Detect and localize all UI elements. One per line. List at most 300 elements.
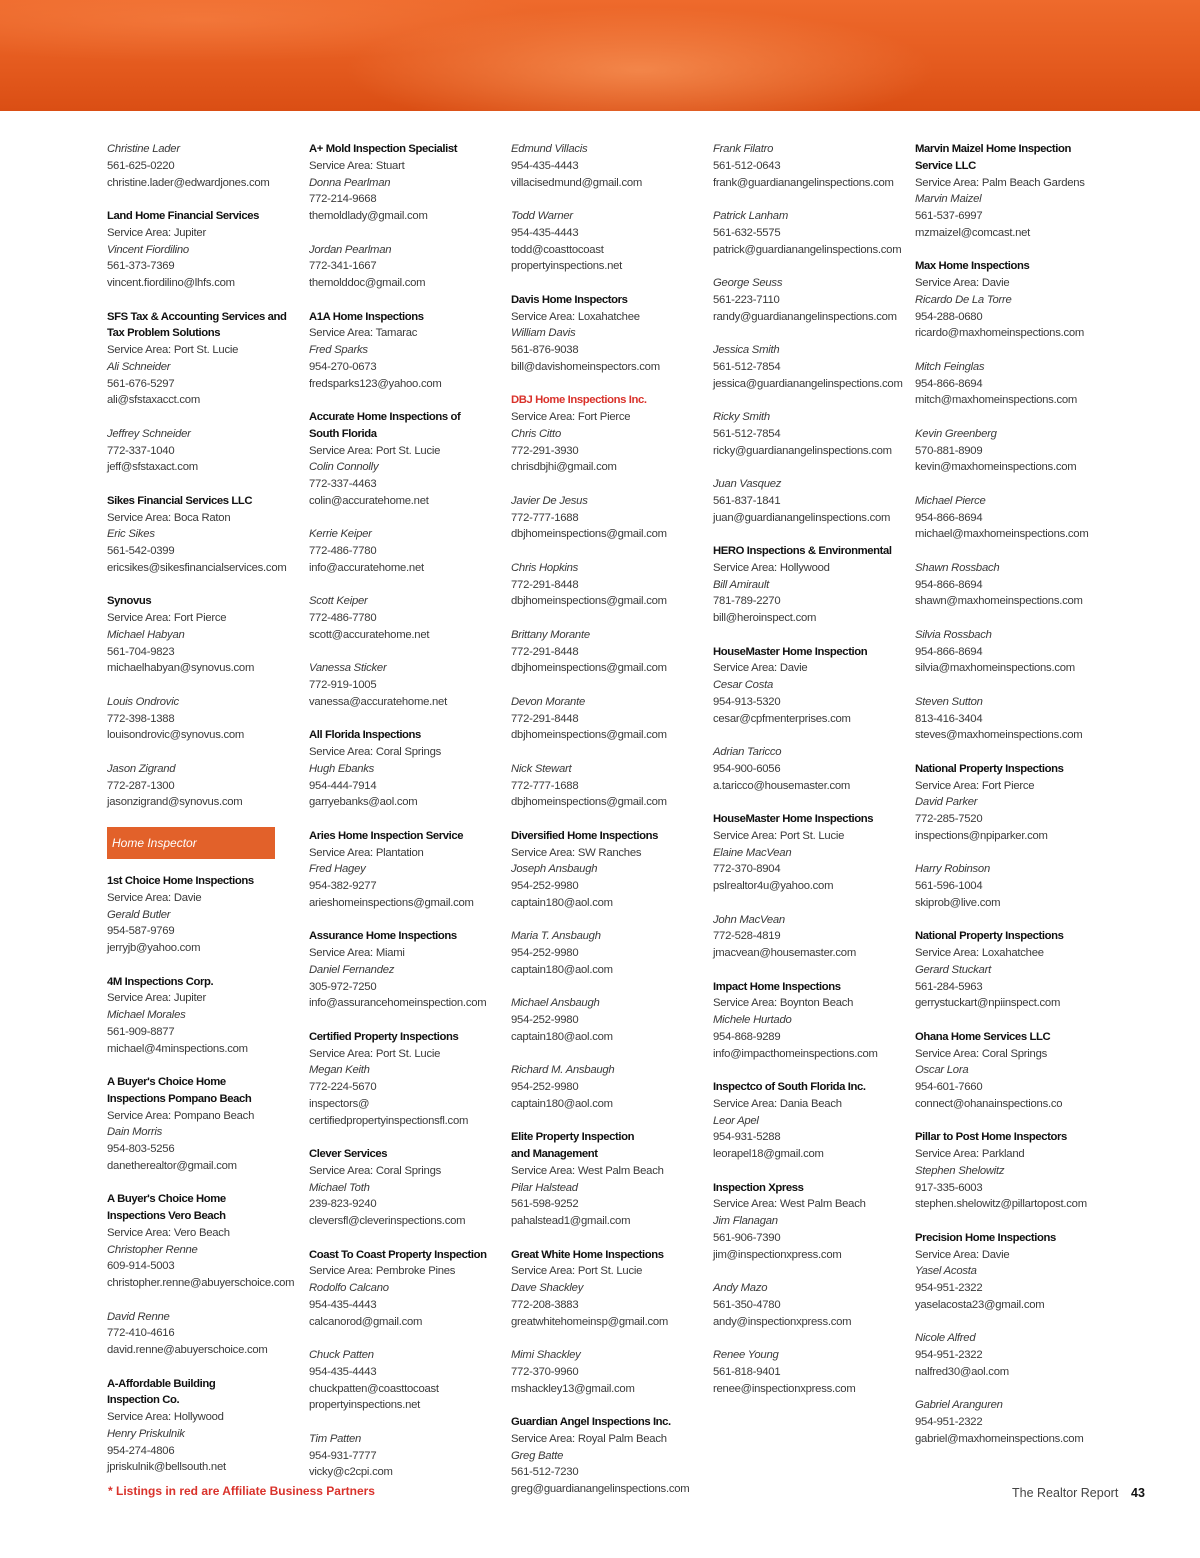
contact-line: 772-291-3930 (511, 444, 579, 457)
company-name: Service LLC (915, 159, 976, 172)
contact-line: bill@davishomeinspectors.com (511, 360, 660, 373)
contact-line: propertyinspections.net (511, 260, 623, 273)
contact-line: 917-335-6003 (915, 1181, 983, 1194)
contact-line: 561-373-7369 (107, 260, 175, 273)
entry-spacer (713, 1330, 903, 1347)
company-name: Inspectco of South Florida Inc. (713, 1081, 866, 1093)
company-name: Inspection Xpress (713, 1181, 804, 1194)
contact-name: Pilar Halstead (511, 1181, 578, 1194)
contact-line: 561-909-8877 (107, 1025, 175, 1038)
entry-spacer (915, 543, 1105, 560)
contact-line: vanessa@accuratehome.net (309, 695, 447, 708)
entry-spacer (309, 1230, 499, 1247)
contact-line: 954-270-0673 (309, 360, 377, 373)
contact-line: 954-435-4443 (309, 1298, 377, 1311)
contact-line: 954-382-9277 (309, 880, 377, 892)
contact-line: Service Area: Tamarac (309, 327, 418, 340)
company-name: A Buyer's Choice Home (107, 1193, 226, 1206)
entry-spacer (107, 957, 297, 974)
contact-line: 561-598-9252 (511, 1198, 579, 1211)
contact-line: 954-866-8694 (915, 511, 983, 524)
entry-spacer (713, 191, 903, 208)
contact-line: garryebanks@aol.com (309, 796, 418, 809)
company-name: Precision Home Inspections (915, 1231, 1056, 1244)
contact-name: Cesar Costa (713, 679, 774, 691)
contact-line: 772-410-4616 (107, 1327, 175, 1340)
contact-name: Renee Young (713, 1349, 779, 1361)
entry-spacer (511, 1113, 701, 1130)
contact-name: Oscar Lora (915, 1064, 969, 1077)
contact-name: Hugh Ebanks (309, 762, 375, 775)
contact-line: danetherealtor@gmail.com (107, 1159, 237, 1172)
contact-line: christopher.renne@abuyerschoice.com (107, 1277, 295, 1289)
contact-line: jasonzigrand@synovus.com (107, 796, 243, 809)
entry-spacer (511, 979, 701, 996)
contact-line: fredsparks123@yahoo.com (309, 377, 442, 390)
entry-spacer (915, 1012, 1105, 1029)
contact-line: themoldlady@gmail.com (309, 210, 428, 222)
contact-name: Elaine MacVean (713, 846, 792, 859)
company-name: Synovus (107, 595, 152, 608)
contact-line: 561-625-0220 (107, 159, 175, 172)
contact-line: Service Area: Port St. Lucie (309, 1047, 441, 1060)
contact-line: Service Area: Parkland (915, 1148, 1025, 1160)
contact-line: dbjhomeinspections@gmail.com (511, 796, 667, 809)
entry-spacer (713, 627, 903, 644)
contact-line: Service Area: Pompano Beach (107, 1109, 255, 1122)
entry-spacer (915, 342, 1105, 359)
contact-name: Michele Hurtado (713, 1014, 792, 1026)
contact-name: Scott Keiper (309, 595, 368, 608)
contact-line: 954-252-9980 (511, 880, 579, 892)
contact-line: louisondrovic@synovus.com (107, 729, 245, 742)
contact-line: 781-789-2270 (713, 595, 781, 608)
contact-line: Service Area: Boynton Beach (713, 997, 854, 1010)
contact-name: Fred Hagey (309, 863, 366, 876)
contact-name: Ali Schneider (107, 360, 171, 373)
entry-spacer (107, 677, 297, 694)
entry-spacer (511, 677, 701, 694)
contact-line: skiprob@live.com (915, 896, 1001, 909)
contact-line: 954-274-4806 (107, 1444, 175, 1457)
contact-line: shawn@maxhomeinspections.com (915, 595, 1083, 608)
entry-spacer (107, 744, 297, 761)
affiliate-footnote: * Listings in red are Affiliate Business Partners (108, 1484, 375, 1498)
entry-spacer (107, 191, 297, 208)
entry-spacer (309, 292, 499, 309)
directory-column-4 (713, 141, 903, 1397)
contact-name: Jeffrey Schneider (107, 427, 191, 440)
contact-line: 954-288-0680 (915, 310, 983, 323)
contact-line: 561-512-7230 (511, 1466, 579, 1479)
entry-spacer (713, 392, 903, 409)
contact-name: Stephen Shelowitz (915, 1164, 1005, 1177)
contact-line: 561-837-1841 (713, 494, 781, 507)
entry-spacer (713, 794, 903, 811)
contact-name: Todd Warner (511, 210, 573, 222)
directory-column-2 (309, 141, 499, 1481)
contact-name: Fred Sparks (309, 344, 368, 356)
contact-name: Nick Stewart (511, 762, 572, 775)
contact-line: 954-931-7777 (309, 1449, 377, 1462)
entry-spacer (107, 476, 297, 493)
contact-line: dbjhomeinspections@gmail.com (511, 528, 667, 541)
contact-line: 772-486-7780 (309, 545, 377, 557)
entry-spacer (107, 292, 297, 309)
company-name: Inspections Pompano Beach (107, 1092, 252, 1105)
contact-name: Harry Robinson (915, 863, 990, 876)
contact-line: 813-416-3404 (915, 712, 983, 725)
entry-spacer (713, 1163, 903, 1180)
contact-line: 561-512-0643 (713, 159, 781, 172)
entry-spacer (915, 242, 1105, 259)
contact-line: juan@guardianangelinspections.com (713, 511, 891, 524)
contact-name: Tim Patten (309, 1432, 362, 1445)
contact-line: 239-823-9240 (309, 1198, 377, 1211)
entry-spacer (713, 727, 903, 744)
contact-name: Vincent Fiordilino (107, 243, 189, 256)
entry-spacer (915, 1381, 1105, 1398)
contact-line: Service Area: West Palm Beach (713, 1198, 866, 1211)
entry-spacer (511, 1230, 701, 1247)
contact-line: chuckpatten@coasttocoast (309, 1382, 439, 1395)
contact-line: inspectors@ (309, 1097, 370, 1110)
contact-name: Vanessa Sticker (309, 662, 387, 675)
contact-name: John MacVean (713, 913, 785, 926)
contact-name: Christopher Renne (107, 1243, 198, 1256)
contact-name: Shawn Rossbach (915, 561, 1000, 574)
contact-line: Service Area: Plantation (309, 846, 424, 859)
contact-line: Service Area: Dania Beach (713, 1097, 842, 1110)
contact-name: Yasel Acosta (915, 1265, 977, 1278)
entry-spacer (713, 459, 903, 476)
header-banner (0, 0, 1200, 111)
entry-spacer (511, 811, 701, 828)
company-name: A-Affordable Building (107, 1377, 216, 1390)
contact-name: Devon Morante (511, 695, 585, 708)
contact-line: 772-224-5670 (309, 1081, 377, 1093)
contact-line: 772-370-8904 (713, 863, 781, 876)
company-name: SFS Tax & Accounting Services and (107, 310, 287, 323)
company-name: Certified Property Inspections (309, 1030, 459, 1043)
contact-line: 772-919-1005 (309, 679, 377, 691)
contact-line: greg@guardianangelinspections.com (511, 1483, 690, 1495)
contact-line: 772-486-7780 (309, 612, 377, 624)
contact-line: 561-876-9038 (511, 344, 579, 356)
contact-line: 954-913-5320 (713, 695, 781, 708)
contact-line: andy@inspectionxpress.com (713, 1315, 852, 1328)
contact-name: Adrian Taricco (713, 746, 782, 758)
contact-name: Michael Toth (309, 1181, 370, 1194)
contact-line: 954-900-6056 (713, 762, 781, 775)
contact-line: Service Area: Loxahatchee (915, 947, 1044, 959)
contact-line: Service Area: Hollywood (107, 1411, 224, 1423)
contact-line: Service Area: Davie (713, 662, 808, 675)
contact-name: Frank Filatro (713, 143, 774, 155)
company-name: A+ Mold Inspection Specialist (309, 143, 458, 155)
contact-line: 772-214-9668 (309, 193, 377, 206)
contact-line: michael@4minspections.com (107, 1042, 248, 1055)
directory-column-5 (915, 141, 1105, 1448)
contact-line: Service Area: Davie (915, 1248, 1010, 1261)
contact-line: patrick@guardianangelinspections.com (713, 243, 902, 256)
contact-line: Service Area: Port St. Lucie (713, 829, 845, 842)
entry-spacer (713, 258, 903, 275)
contact-line: todd@coasttocoast (511, 243, 604, 256)
contact-line: 954-252-9980 (511, 1014, 579, 1026)
company-name: Assurance Home Inspections (309, 930, 457, 943)
contact-line: info@assurancehomeinspection.com (309, 997, 487, 1010)
contact-line: scott@accuratehome.net (309, 628, 430, 641)
entry-spacer (309, 510, 499, 527)
contact-name: George Seuss (713, 277, 783, 289)
contact-line: michaelhabyan@synovus.com (107, 662, 255, 675)
entry-spacer (915, 610, 1105, 627)
contact-line: cleversfl@cleverinspections.com (309, 1215, 466, 1227)
entry-spacer (511, 191, 701, 208)
contact-line: gerrystuckart@npiinspect.com (915, 997, 1061, 1010)
contact-line: 954-803-5256 (107, 1143, 175, 1155)
contact-line: 305-972-7250 (309, 980, 377, 993)
company-name: Max Home Inspections (915, 260, 1030, 273)
company-name: Elite Property Inspection (511, 1131, 635, 1144)
contact-line: randy@guardianangelinspections.com (713, 310, 897, 323)
contact-line: Service Area: Pembroke Pines (309, 1265, 456, 1278)
contact-line: certifiedpropertyinspectionsfl.com (309, 1114, 469, 1127)
contact-line: pahalstead1@gmail.com (511, 1215, 631, 1227)
contact-line: Service Area: Fort Pierce (107, 612, 227, 624)
company-name: Guardian Angel Inspections Inc. (511, 1416, 671, 1428)
contact-name: Marvin Maizel (915, 193, 982, 206)
entry-spacer (309, 1414, 499, 1431)
contact-name: Michael Pierce (915, 494, 986, 507)
contact-line: michael@maxhomeinspections.com (915, 528, 1089, 541)
contact-line: connect@ohanainspections.co (915, 1097, 1063, 1110)
contact-line: 772-777-1688 (511, 779, 579, 792)
entry-spacer (713, 962, 903, 979)
contact-name: Leor Apel (713, 1114, 759, 1127)
contact-line: 954-435-4443 (309, 1365, 377, 1378)
entry-spacer (107, 409, 297, 426)
contact-line: 954-435-4443 (511, 226, 579, 239)
company-name: Tax Problem Solutions (107, 327, 221, 340)
entry-spacer (511, 610, 701, 627)
contact-name: Jim Flanagan (713, 1215, 778, 1227)
contact-line: villacisedmund@gmail.com (511, 176, 643, 189)
entry-spacer (915, 845, 1105, 862)
contact-line: Service Area: Port St. Lucie (107, 344, 239, 356)
entry-spacer (107, 1175, 297, 1192)
company-name: Sikes Financial Services LLC (107, 494, 253, 507)
contact-name: Rodolfo Calcano (309, 1282, 389, 1294)
entry-spacer (511, 912, 701, 929)
contact-line: 954-435-4443 (511, 159, 579, 172)
contact-line: 954-252-9980 (511, 1081, 579, 1093)
entry-spacer (915, 744, 1105, 761)
contact-line: themolddoc@gmail.com (309, 277, 426, 289)
entry-spacer (915, 1314, 1105, 1331)
contact-line: 561-284-5963 (915, 980, 983, 993)
entry-spacer (915, 912, 1105, 929)
contact-name: Nicole Alfred (915, 1332, 976, 1345)
company-name: National Property Inspections (915, 762, 1064, 775)
contact-line: nalfred30@aol.com (915, 1365, 1009, 1378)
contact-line: Service Area: Loxahatchee (511, 310, 640, 323)
contact-line: captain180@aol.com (511, 1030, 613, 1043)
company-name: Inspections Vero Beach (107, 1210, 226, 1222)
contact-line: 772-398-1388 (107, 712, 175, 725)
entry-spacer (309, 1330, 499, 1347)
contact-line: Service Area: Hollywood (713, 561, 830, 574)
contact-name: Eric Sikes (107, 528, 155, 541)
company-name: HouseMaster Home Inspection (713, 645, 868, 658)
entry-spacer (107, 1057, 297, 1074)
contact-name: Richard M. Ansbaugh (511, 1064, 615, 1077)
contact-line: info@accuratehome.net (309, 561, 424, 574)
entry-spacer (107, 1359, 297, 1376)
contact-name: Edmund Villacis (511, 143, 588, 155)
contact-line: Service Area: Fort Pierce (915, 779, 1035, 792)
contact-line: ali@sfstaxacct.com (107, 394, 200, 407)
contact-line: dbjhomeinspections@gmail.com (511, 595, 667, 608)
contact-line: david.renne@abuyerschoice.com (107, 1344, 268, 1356)
contact-line: Service Area: Jupiter (107, 226, 206, 239)
contact-line: 561-350-4780 (713, 1298, 781, 1311)
contact-line: 772-337-4463 (309, 478, 377, 490)
contact-name: Megan Keith (309, 1064, 370, 1077)
contact-name: Ricky Smith (713, 411, 770, 423)
contact-name: Jason Zigrand (107, 762, 176, 775)
entry-spacer (511, 1330, 701, 1347)
entry-spacer (511, 1397, 701, 1414)
contact-name: Daniel Fernandez (309, 963, 395, 976)
entry-spacer (107, 1292, 297, 1309)
contact-line: christine.lader@edwardjones.com (107, 176, 270, 189)
contact-line: Service Area: Stuart (309, 159, 405, 172)
contact-line: 772-285-7520 (915, 813, 983, 825)
contact-line: 772-528-4819 (713, 930, 781, 943)
company-name: A1A Home Inspections (309, 310, 424, 323)
entry-spacer (915, 1213, 1105, 1230)
contact-name: Juan Vasquez (713, 478, 782, 490)
entry-spacer (915, 1113, 1105, 1130)
contact-line: Service Area: SW Ranches (511, 846, 642, 859)
contact-name: Kerrie Keiper (309, 528, 372, 541)
contact-name: Javier De Jesus (511, 494, 588, 507)
contact-line: vicky@c2cpi.com (309, 1466, 393, 1479)
entry-spacer (713, 526, 903, 543)
contact-line: 561-512-7854 (713, 360, 781, 373)
contact-line: silvia@maxhomeinspections.com (915, 662, 1075, 675)
entry-spacer (511, 275, 701, 292)
contact-line: jpriskulnik@bellsouth.net (107, 1461, 226, 1474)
contact-name: Andy Mazo (713, 1282, 768, 1294)
contact-line: jmacvean@housemaster.com (713, 947, 856, 959)
contact-line: 954-931-5288 (713, 1131, 781, 1144)
company-name: Pillar to Post Home Inspectors (915, 1131, 1067, 1144)
contact-name: Maria T. Ansbaugh (511, 930, 601, 943)
entry-spacer (309, 577, 499, 594)
contact-line: 561-632-5575 (713, 226, 781, 239)
contact-line: Service Area: Coral Springs (309, 746, 442, 758)
contact-line: jeff@sfstaxact.com (107, 461, 198, 474)
contact-line: 772-370-9960 (511, 1365, 579, 1378)
company-name: Coast To Coast Property Inspection (309, 1248, 487, 1261)
contact-line: Service Area: Coral Springs (309, 1164, 442, 1177)
contact-line: calcanorod@gmail.com (309, 1315, 423, 1328)
contact-line: greatwhitehomeinsp@gmail.com (511, 1315, 669, 1328)
company-name: Aries Home Inspection Service (309, 829, 464, 842)
contact-line: 561-818-9401 (713, 1365, 781, 1378)
contact-name: Ricardo De La Torre (915, 293, 1012, 306)
contact-name: Louis Ondrovic (107, 695, 179, 708)
contact-line: dbjhomeinspections@gmail.com (511, 729, 667, 742)
company-name: Marvin Maizel Home Inspection (915, 143, 1072, 155)
contact-line: 954-252-9980 (511, 947, 579, 959)
contact-line: Service Area: Fort Pierce (511, 411, 631, 423)
contact-line: gabriel@maxhomeinspections.com (915, 1432, 1084, 1445)
contact-line: kevin@maxhomeinspections.com (915, 461, 1077, 474)
entry-spacer (309, 1129, 499, 1146)
company-name: Accurate Home Inspections of (309, 411, 461, 423)
contact-line: 954-444-7914 (309, 779, 377, 792)
contact-name: Donna Pearlman (309, 176, 391, 189)
contact-line: stephen.shelowitz@pillartopost.com (915, 1198, 1087, 1211)
company-name: HouseMaster Home Inspections (713, 813, 874, 825)
contact-name: Henry Priskulnik (107, 1427, 185, 1440)
entry-spacer (713, 895, 903, 912)
contact-line: 609-914-5003 (107, 1260, 175, 1273)
contact-name: Jessica Smith (713, 344, 780, 356)
contact-line: Service Area: Palm Beach Gardens (915, 176, 1085, 189)
company-name: Davis Home Inspectors (511, 293, 628, 306)
contact-line: Service Area: West Palm Beach (511, 1164, 664, 1177)
contact-name: Michael Habyan (107, 628, 185, 641)
company-name: and Management (511, 1148, 598, 1160)
contact-line: Service Area: Boca Raton (107, 511, 231, 524)
company-name: National Property Inspections (915, 930, 1064, 943)
entry-spacer (713, 1263, 903, 1280)
contact-name: Dave Shackley (511, 1282, 584, 1294)
contact-line: 954-587-9769 (107, 925, 175, 938)
entry-spacer (511, 543, 701, 560)
contact-line: propertyinspections.net (309, 1399, 421, 1412)
company-name: 4M Inspections Corp. (107, 975, 214, 988)
contact-line: bill@heroinspect.com (713, 612, 817, 624)
contact-line: 772-777-1688 (511, 511, 579, 524)
contact-line: 772-291-8448 (511, 645, 579, 658)
contact-line: jerryjb@yahoo.com (107, 942, 201, 954)
contact-line: captain180@aol.com (511, 896, 613, 909)
contact-line: 954-866-8694 (915, 578, 983, 591)
contact-line: 772-337-1040 (107, 444, 175, 457)
contact-line: Service Area: Royal Palm Beach (511, 1432, 667, 1445)
company-name: South Florida (309, 427, 377, 440)
contact-line: 954-951-2322 (915, 1349, 983, 1361)
contact-line: 772-291-8448 (511, 578, 579, 591)
contact-name: Chris Citto (511, 427, 561, 440)
contact-line: 561-906-7390 (713, 1231, 781, 1244)
contact-line: cesar@cpfmenterprises.com (713, 712, 851, 725)
contact-line: Service Area: Davie (107, 891, 202, 904)
contact-line: ricardo@maxhomeinspections.com (915, 327, 1085, 340)
contact-line: 772-341-1667 (309, 260, 377, 273)
contact-line: 954-866-8694 (915, 645, 983, 658)
company-name: Clever Services (309, 1148, 388, 1160)
contact-name: Gerald Butler (107, 908, 171, 921)
company-name: Diversified Home Inspections (511, 829, 659, 842)
contact-name: Michael Morales (107, 1009, 186, 1021)
